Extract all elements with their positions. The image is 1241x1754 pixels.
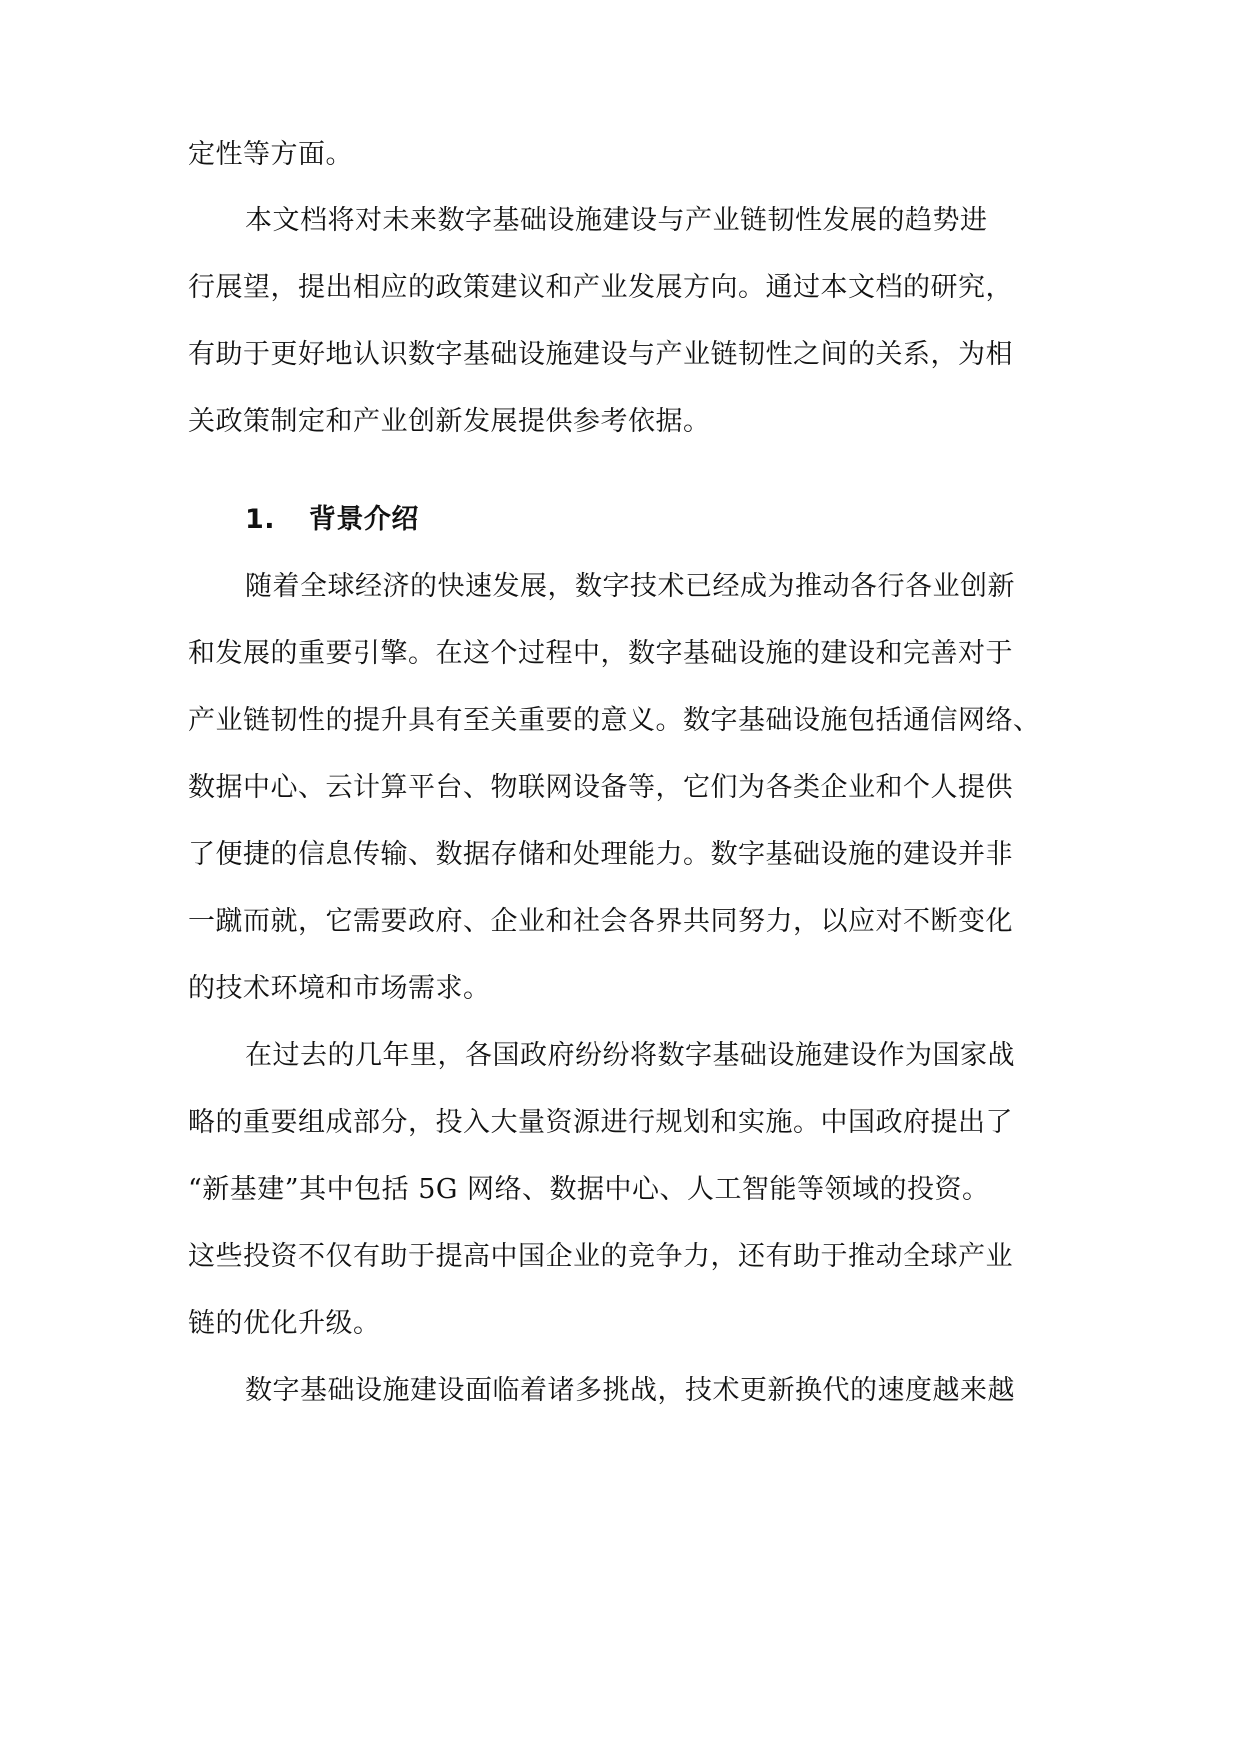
summary-paragraph-line: 关政策制定和产业创新发展提供参考依据。 — [188, 406, 711, 437]
background-paragraph-line: 了便捷的信息传输、数据存储和处理能力。数字基础设施的建设并非 — [188, 839, 1013, 870]
background-paragraph-line: 链的优化升级。 — [188, 1308, 381, 1339]
background-paragraph-line: 产业链韧性的提升具有至关重要的意义。数字基础设施包括通信网络、 — [188, 705, 1041, 736]
background-paragraph-line: 和发展的重要引擎。在这个过程中，数字基础设施的建设和完善对于 — [188, 638, 1013, 669]
background-paragraph-line: 随着全球经济的快速发展，数字技术已经成为推动各行各业创新 — [245, 571, 1015, 602]
background-paragraph-line: 数字基础设施建设面临着诸多挑战，技术更新换代的速度越来越 — [245, 1375, 1015, 1406]
section-title: 背景介绍 — [308, 504, 419, 535]
background-paragraph-line: 这些投资不仅有助于提高中国企业的竞争力，还有助于推动全球产业 — [188, 1241, 1013, 1272]
summary-paragraph-line: 有助于更好地认识数字基础设施建设与产业链韧性之间的关系，为相 — [188, 339, 1013, 370]
summary-paragraph-line: 本文档将对未来数字基础设施建设与产业链韧性发展的趋势进 — [245, 205, 988, 236]
intro-paragraph-line: 定性等方面。 — [188, 139, 353, 170]
background-paragraph-line: 略的重要组成部分，投入大量资源进行规划和实施。中国政府提出了 — [188, 1107, 1013, 1138]
section-heading — [245, 500, 1115, 540]
background-paragraph-line: 一蹴而就，它需要政府、企业和社会各界共同努力，以应对不断变化 — [188, 906, 1013, 937]
background-paragraph-line: 的技术环境和市场需求。 — [188, 973, 491, 1004]
background-paragraph-line: 在过去的几年里，各国政府纷纷将数字基础设施建设作为国家战 — [245, 1040, 1015, 1071]
background-paragraph-line: 数据中心、云计算平台、物联网设备等，它们为各类企业和个人提供 — [188, 772, 1013, 803]
summary-paragraph-line: 行展望，提出相应的政策建议和产业发展方向。通过本文档的研究， — [188, 272, 1013, 303]
section-number: 1. — [245, 504, 276, 535]
background-paragraph-line: “新基建”其中包括 5G 网络、数据中心、人工智能等领域的投资。 — [188, 1174, 990, 1205]
